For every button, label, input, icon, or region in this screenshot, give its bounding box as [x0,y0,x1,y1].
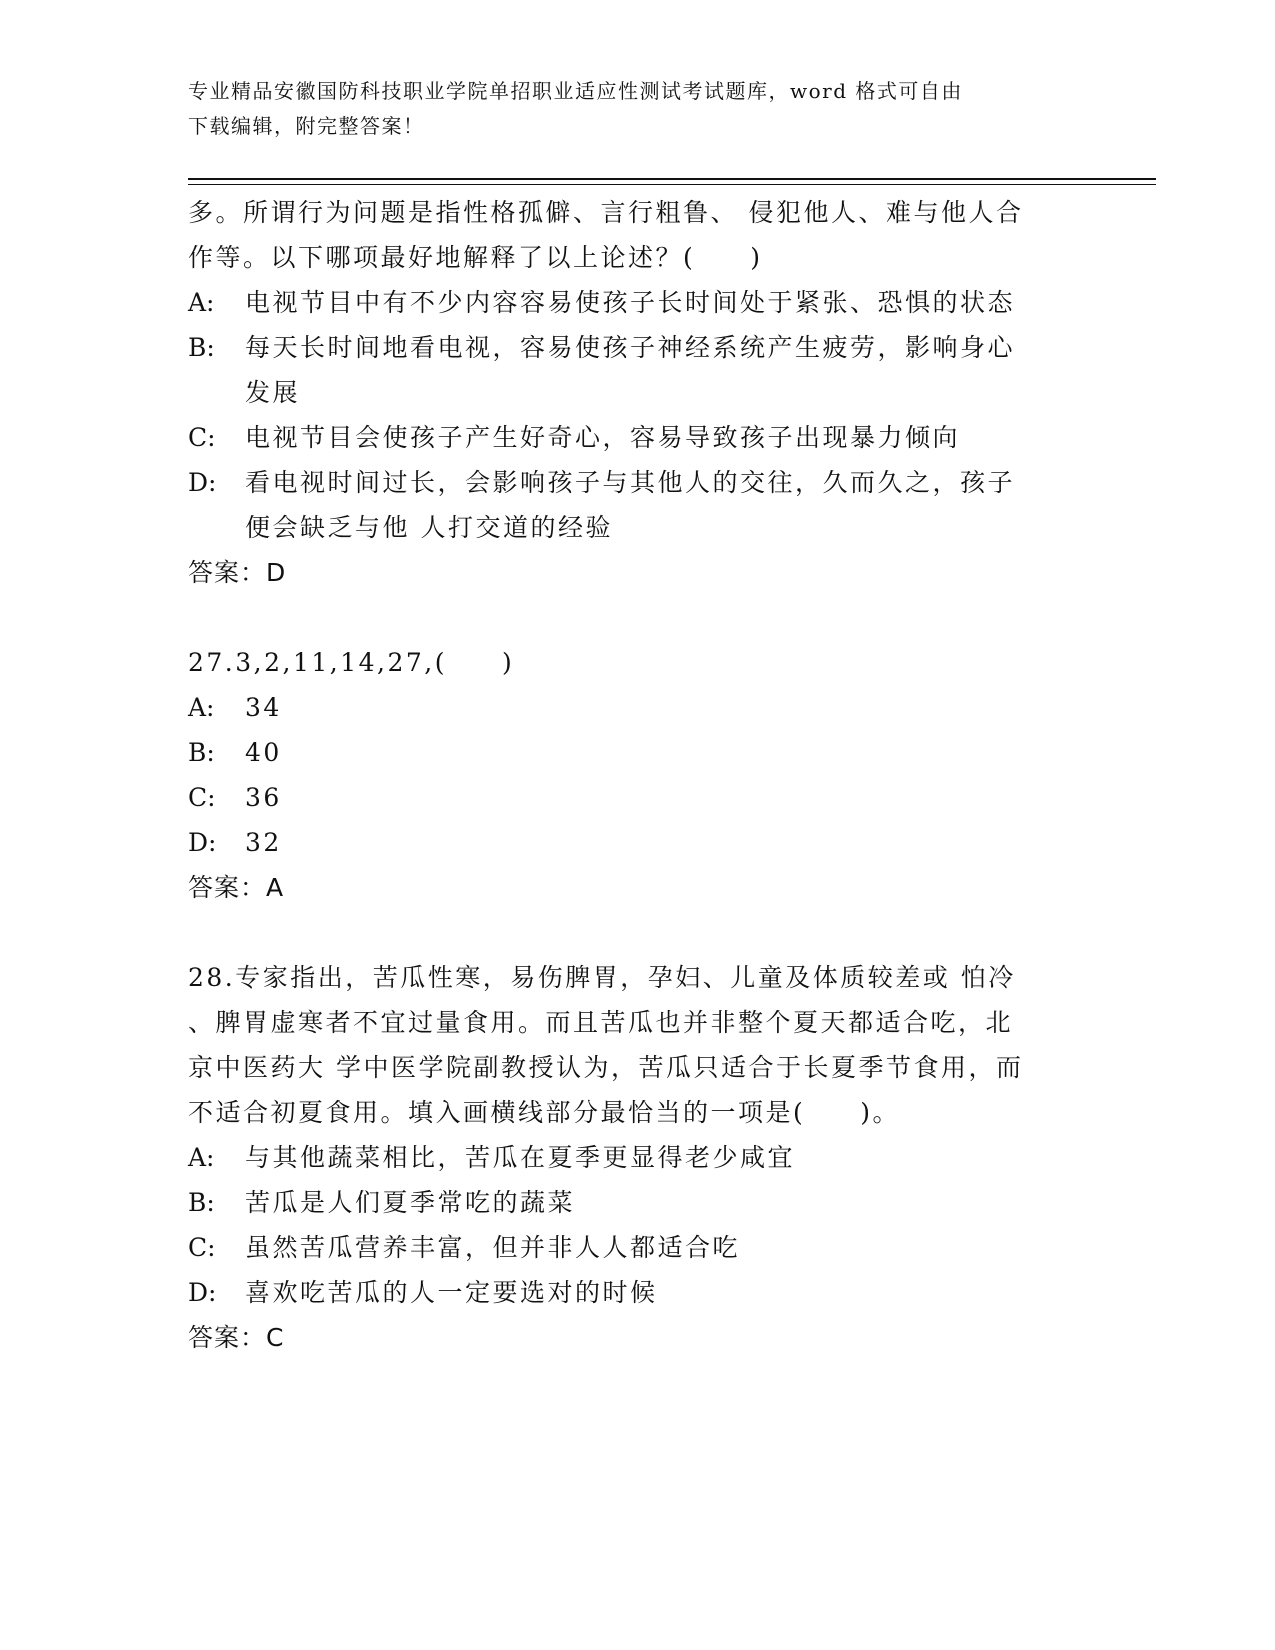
option-d [188,1270,1088,1315]
option-label: B: [188,1188,215,1217]
header-line-1: 专业精品安徽国防科技职业学院单招职业适应性测试考试题库，word 格式可自由 [188,79,963,103]
option-label: D: [188,828,217,857]
option-a [188,685,1088,730]
document-body [188,190,1088,1360]
option-text: 与其他蔬菜相比，苦瓜在夏季更显得老少咸宜 [245,1143,796,1172]
header-rule-thick [188,178,1156,180]
option-text: 32 [245,828,282,857]
spacer [188,910,1088,955]
question-stem-line: 不适合初夏食用。填入画横线部分最恰当的一项是( )。 [188,1098,901,1127]
answer-line: 答案：A [188,873,285,902]
option-label: C: [188,1233,216,1262]
question-26 [188,190,1088,595]
option-text: 苦瓜是人们夏季常吃的蔬菜 [245,1188,576,1217]
question-stem: 27.3,2,11,14,27,( ) [188,648,515,677]
option-a [188,1135,1088,1180]
option-c [188,1225,1088,1270]
option-label: A: [188,693,215,722]
option-label: C: [188,423,216,452]
question-28 [188,955,1088,1360]
question-stem-line: 多。所谓行为问题是指性格孤僻、言行粗鲁、 侵犯他人、难与他人合 [188,198,1024,227]
answer-line: 答案：D [188,558,287,587]
option-text: 40 [245,738,282,767]
header-rule-thin [188,184,1156,185]
option-text: 34 [245,693,282,722]
answer-line: 答案：C [188,1323,285,1352]
option-a [188,280,1088,325]
option-label: D: [188,1278,217,1307]
question-stem-line: 、脾胃虚寒者不宜过量食用。而且苦瓜也并非整个夏天都适合吃，北 [188,1008,1014,1037]
question-27 [188,640,1088,910]
option-text: 每天长时间地看电视，容易使孩子神经系统产生疲劳，影响身心 发展 [245,333,1016,407]
option-text: 喜欢吃苦瓜的人一定要选对的时候 [245,1278,658,1307]
question-stem-line: 28.专家指出，苦瓜性寒，易伤脾胃，孕妇、儿童及体质较差或 怕冷 [188,963,1016,992]
option-c [188,775,1088,820]
option-text: 电视节目会使孩子产生好奇心，容易导致孩子出现暴力倾向 [245,423,961,452]
option-b [188,325,1088,415]
option-label: D: [188,468,217,497]
question-stem-line: 京中医药大 学中医学院副教授认为，苦瓜只适合于长夏季节食用，而 [188,1053,1024,1082]
option-c [188,415,1088,460]
document-header [188,74,1068,144]
option-label: B: [188,738,215,767]
option-label: A: [188,288,215,317]
option-text: 36 [245,783,282,812]
option-b [188,1180,1088,1225]
option-text: 虽然苦瓜营养丰富，但并非人人都适合吃 [245,1233,741,1262]
option-d [188,460,1088,550]
option-d [188,820,1088,865]
option-label: B: [188,333,215,362]
question-stem-line: 作等。以下哪项最好地解释了以上论述？( ) [188,243,763,272]
option-text: 电视节目中有不少内容容易使孩子长时间处于紧张、恐惧的状态 [245,288,1016,317]
spacer [188,595,1088,640]
option-label: C: [188,783,216,812]
option-label: A: [188,1143,215,1172]
option-text: 看电视时间过长，会影响孩子与其他人的交往，久而久之，孩子 便会缺乏与他 人打交道的经验 [245,468,1016,542]
header-line-2: 下载编辑，附完整答案！ [188,114,425,138]
option-b [188,730,1088,775]
